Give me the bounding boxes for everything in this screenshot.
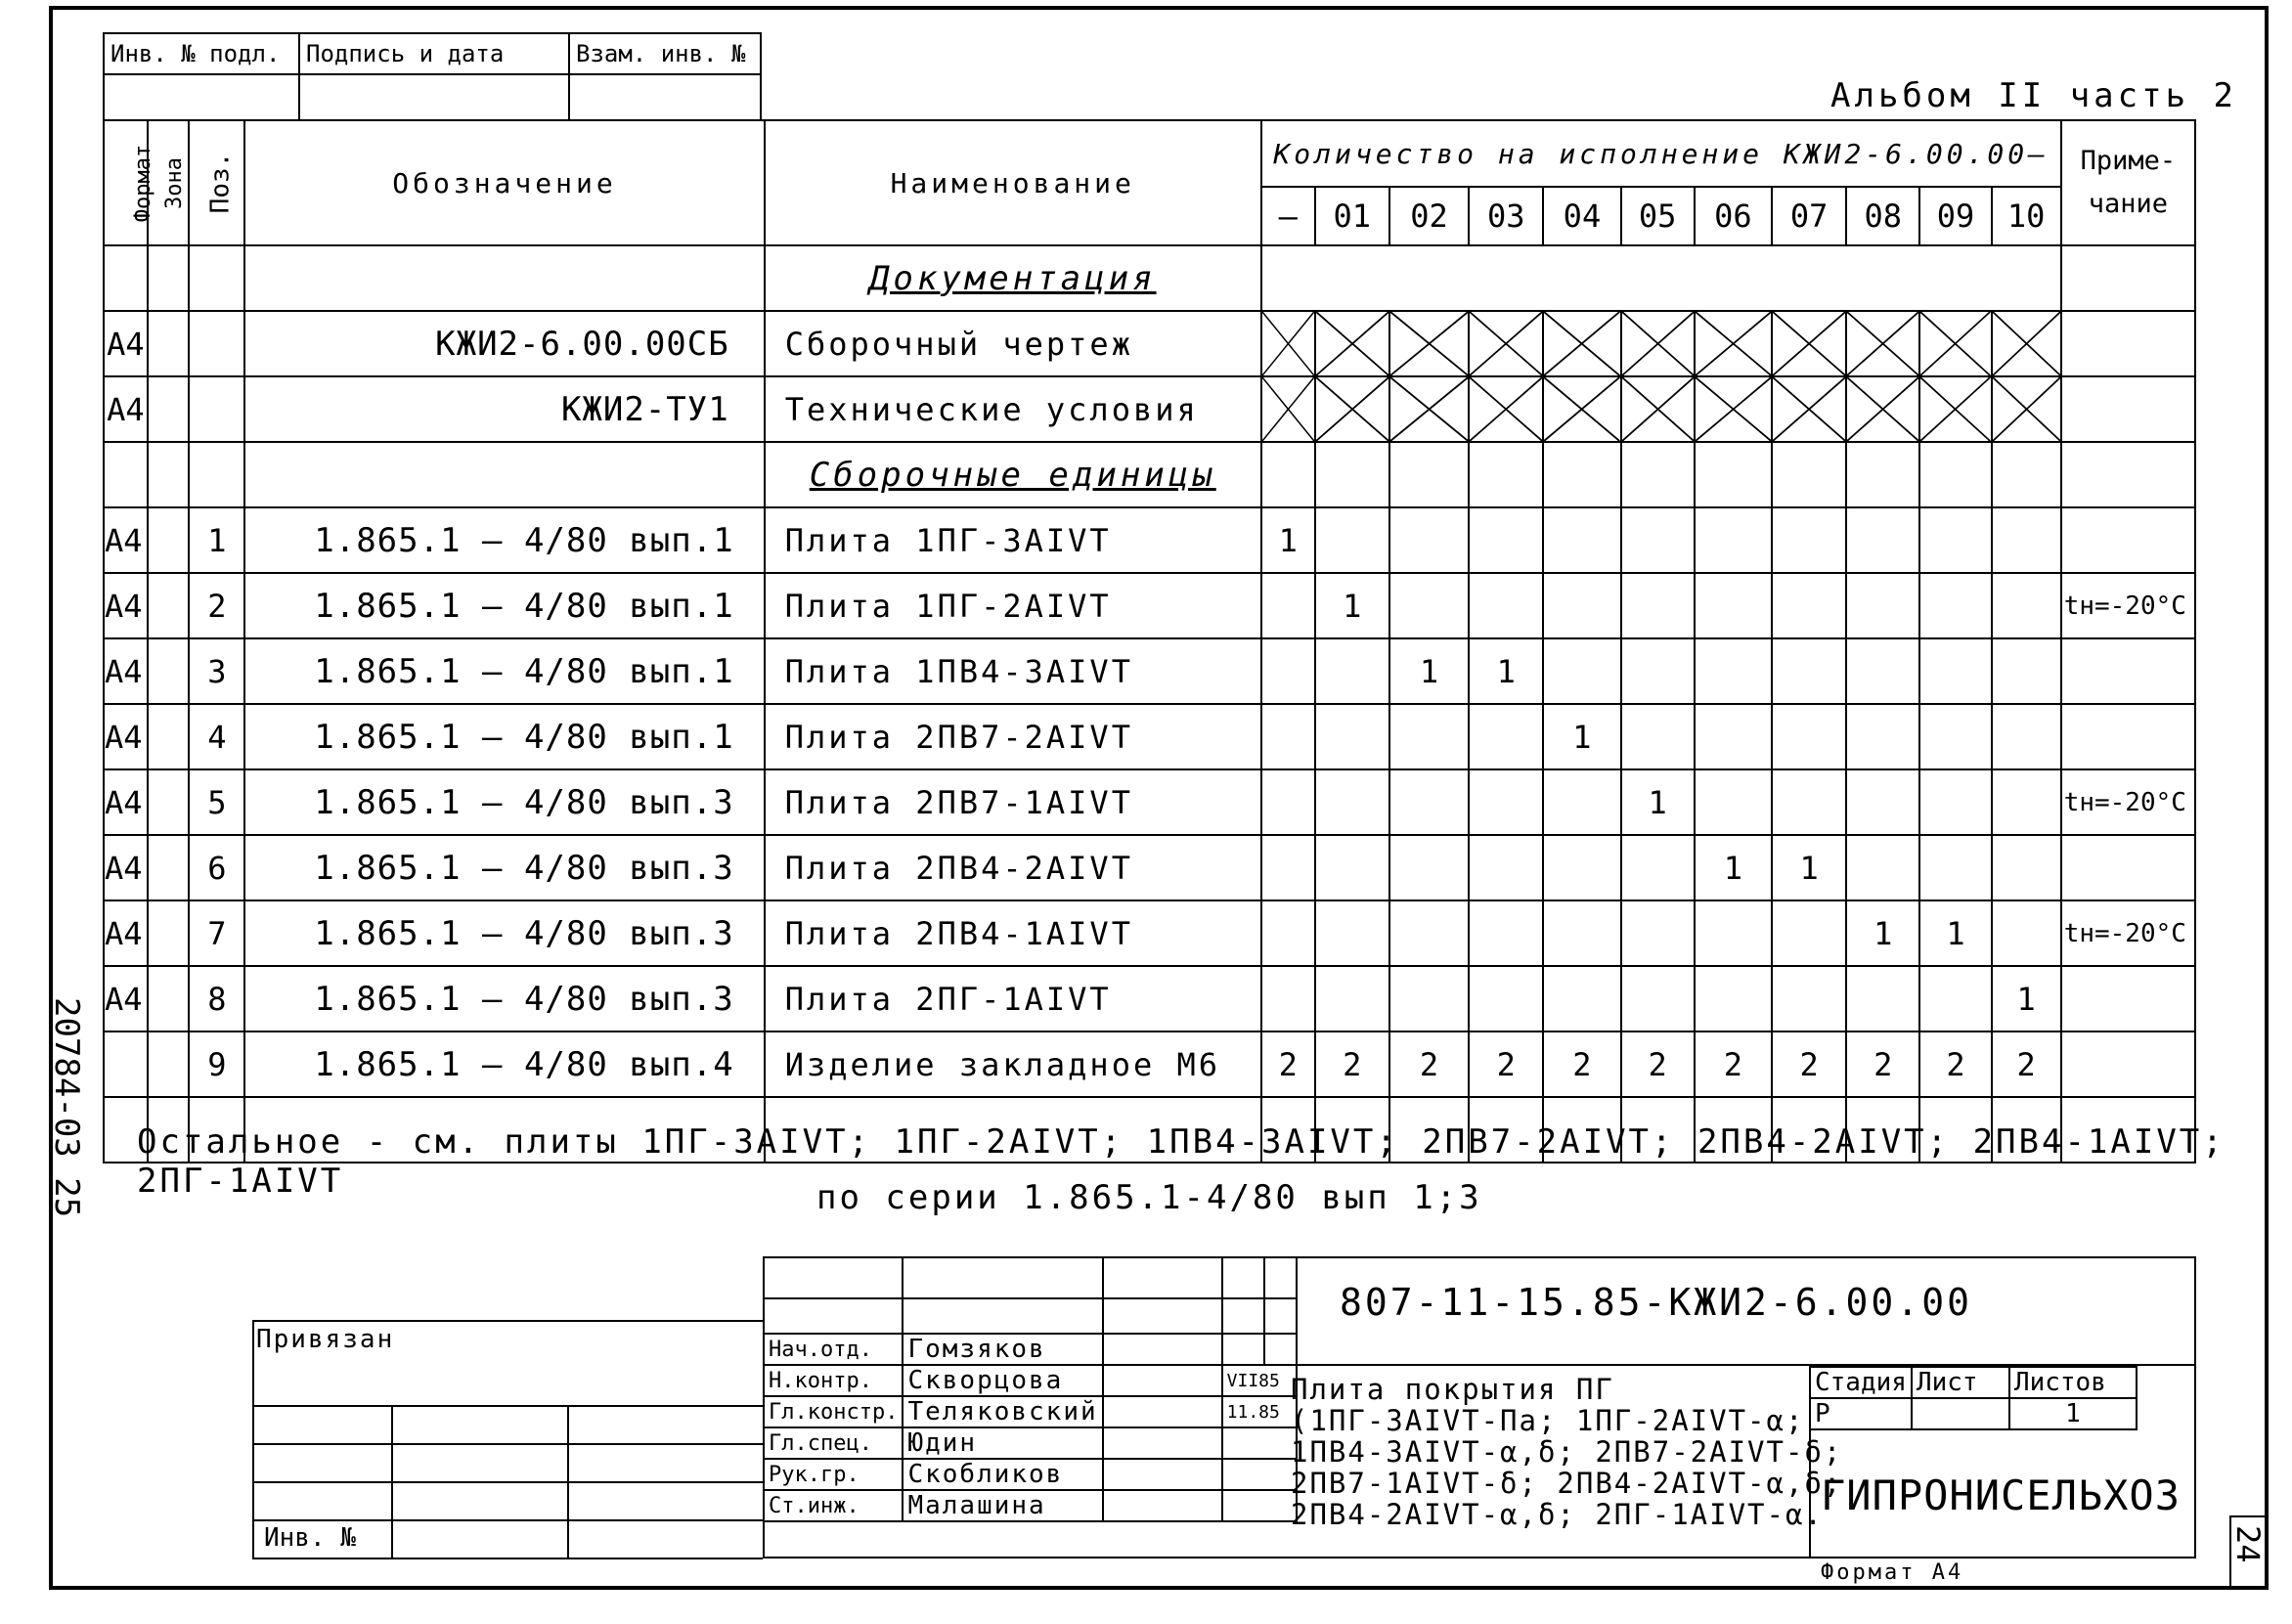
quantity-cell bbox=[1389, 704, 1469, 769]
quantity-cell bbox=[1315, 769, 1389, 835]
footer-note-line2: по серии 1.865.1-4/80 вып 1;3 bbox=[816, 1178, 1482, 1217]
quantity-cell bbox=[1846, 966, 1919, 1031]
format-cell: А4 bbox=[104, 376, 148, 442]
staff-date: 11.85 bbox=[1222, 1396, 1297, 1427]
format-cell: А4 bbox=[104, 573, 148, 638]
podpis-label: Подпись и дата bbox=[299, 33, 569, 74]
quantity-cell bbox=[1846, 769, 1919, 835]
privyazan-label: Привязан bbox=[256, 1325, 395, 1354]
crossed-cell bbox=[1543, 376, 1620, 442]
position-cell: 1 bbox=[189, 507, 244, 573]
qty-col-header: 03 bbox=[1469, 187, 1543, 245]
qty-col-header: 02 bbox=[1389, 187, 1469, 245]
name-cell: Плита 2ПВ4-1АIVТ bbox=[765, 900, 1261, 966]
staff-role: Нач.отд. bbox=[764, 1334, 903, 1365]
staff-row bbox=[764, 1396, 1297, 1427]
quantity-cell bbox=[1846, 507, 1919, 573]
designation-cell: КЖИ2-6.00.00СБ bbox=[244, 311, 764, 376]
quantity-cell bbox=[1543, 966, 1620, 1031]
quantity-cell bbox=[1543, 507, 1620, 573]
footer-note-line1: Остальное - см. плиты 1ПГ-3АIVТ; 1ПГ-2АIVТ; 1ПВ4-3АIVТ; 2ПВ7-2АIVТ; 2ПВ4-2АIVТ; 2ПВ4-1АIVТ; 2ПГ-1АIVТ bbox=[137, 1122, 2226, 1201]
quantity-cell bbox=[1846, 573, 1919, 638]
table-row bbox=[104, 900, 2195, 966]
quantity-cell bbox=[1389, 769, 1469, 835]
staff-signature bbox=[1103, 1396, 1222, 1427]
quantity-cell bbox=[1261, 900, 1315, 966]
quantity-cell bbox=[1695, 966, 1772, 1031]
quantity-cell bbox=[1621, 507, 1695, 573]
crossed-cell bbox=[1315, 311, 1389, 376]
zona-header: Зона bbox=[161, 156, 187, 209]
quantity-cell bbox=[1992, 638, 2061, 704]
qty-col-header: 07 bbox=[1772, 187, 1846, 245]
staff-name: Гомзяков bbox=[903, 1334, 1102, 1365]
staff-date: VII85 bbox=[1222, 1365, 1297, 1396]
staff-date bbox=[1222, 1490, 1297, 1521]
crossed-cell bbox=[1261, 376, 1315, 442]
position-cell: 7 bbox=[189, 900, 244, 966]
table-row bbox=[104, 966, 2195, 1031]
table-row bbox=[104, 704, 2195, 769]
staff-signature bbox=[1103, 1365, 1222, 1396]
quantity-cell bbox=[1389, 507, 1469, 573]
quantity-cell bbox=[1695, 900, 1772, 966]
quantity-cell bbox=[1389, 900, 1469, 966]
quantity-cell: 1 bbox=[1846, 900, 1919, 966]
designation-cell: 1.865.1 – 4/80 вып.3 bbox=[244, 900, 764, 966]
quantity-cell bbox=[1695, 704, 1772, 769]
qty-col-header: 09 bbox=[1919, 187, 1991, 245]
quantity-cell bbox=[1389, 573, 1469, 638]
staff-table bbox=[763, 1256, 1298, 1522]
table-row bbox=[104, 638, 2195, 704]
document-code: 807-11-15.85-КЖИ2-6.00.00 bbox=[1340, 1281, 1972, 1324]
quantity-cell bbox=[1469, 966, 1543, 1031]
quantity-cell bbox=[1621, 638, 1695, 704]
position-cell: 6 bbox=[189, 835, 244, 900]
crossed-cell bbox=[1543, 311, 1620, 376]
quantity-cell bbox=[1621, 966, 1695, 1031]
quantity-cell bbox=[1315, 638, 1389, 704]
format-cell: А4 bbox=[104, 769, 148, 835]
quantity-cell bbox=[1772, 966, 1846, 1031]
staff-name: Теляковский bbox=[903, 1396, 1102, 1427]
quantity-cell: 2 bbox=[1919, 1031, 1991, 1097]
crossed-cell bbox=[1695, 376, 1772, 442]
staff-name: Скобликов bbox=[903, 1459, 1102, 1490]
note-cell bbox=[2061, 966, 2195, 1031]
name-cell: Плита 1ПГ-3АIVТ bbox=[765, 507, 1261, 573]
designation-cell: 1.865.1 – 4/80 вып.3 bbox=[244, 835, 764, 900]
format-cell: А4 bbox=[104, 900, 148, 966]
position-cell: 8 bbox=[189, 966, 244, 1031]
inv-label: Инв. № bbox=[264, 1523, 356, 1553]
quantity-cell bbox=[1992, 835, 2061, 900]
staff-row bbox=[764, 1334, 1297, 1365]
quantity-cell bbox=[1261, 704, 1315, 769]
list-value bbox=[1912, 1398, 2009, 1429]
quantity-cell bbox=[1389, 835, 1469, 900]
crossed-cell bbox=[1389, 376, 1469, 442]
note-cell bbox=[2061, 638, 2195, 704]
side-left-label: 20784-03 25 bbox=[47, 997, 86, 1218]
quantity-cell bbox=[1919, 507, 1991, 573]
album-label: Альбом II часть 2 bbox=[1830, 76, 2237, 115]
note-cell bbox=[2061, 835, 2195, 900]
title-text bbox=[1291, 1374, 1842, 1530]
position-cell: 3 bbox=[189, 638, 244, 704]
quantity-cell bbox=[1469, 835, 1543, 900]
top-stamp bbox=[103, 32, 762, 121]
position-cell: 2 bbox=[189, 573, 244, 638]
quantity-cell: 1 bbox=[1992, 966, 2061, 1031]
crossed-cell bbox=[1469, 376, 1543, 442]
name-cell: Технические условия bbox=[765, 376, 1261, 442]
quantity-cell bbox=[1772, 704, 1846, 769]
quantity-cell bbox=[1695, 573, 1772, 638]
poz-header: Поз. bbox=[205, 152, 236, 214]
quantity-cell: 1 bbox=[1315, 573, 1389, 638]
crossed-cell bbox=[1919, 376, 1991, 442]
quantity-cell bbox=[1469, 900, 1543, 966]
quantity-cell: 2 bbox=[1772, 1031, 1846, 1097]
title-line-5: 2ПВ4-2АIVТ-α,δ; 2ПГ-1АIVТ-α. bbox=[1291, 1498, 1824, 1531]
inv-podl-label: Инв. № подл. bbox=[104, 33, 299, 74]
quantity-cell bbox=[1543, 900, 1620, 966]
qty-col-header: – bbox=[1261, 187, 1315, 245]
staff-row bbox=[764, 1490, 1297, 1521]
quantity-cell bbox=[1846, 835, 1919, 900]
quantity-cell bbox=[1261, 966, 1315, 1031]
format-cell: А4 bbox=[104, 704, 148, 769]
name-cell: Плита 2ПВ7-1АIVТ bbox=[765, 769, 1261, 835]
quantity-cell: 2 bbox=[1992, 1031, 2061, 1097]
vzam-label: Взам. инв. № bbox=[569, 33, 761, 74]
staff-date bbox=[1222, 1427, 1297, 1459]
quantity-cell bbox=[1315, 900, 1389, 966]
quantity-cell bbox=[1315, 704, 1389, 769]
format-cell: А4 bbox=[104, 507, 148, 573]
staff-name: Скворцова bbox=[903, 1365, 1102, 1396]
crossed-cell bbox=[1621, 376, 1695, 442]
title-line-2: (1ПГ-3АIVТ-Па; 1ПГ-2АIVТ-α; bbox=[1291, 1404, 1805, 1437]
crossed-cell bbox=[1469, 311, 1543, 376]
quantity-cell bbox=[1543, 573, 1620, 638]
table-row bbox=[104, 769, 2195, 835]
naimenovanie-header: Наименование bbox=[765, 120, 1261, 245]
quantity-cell: 2 bbox=[1846, 1031, 1919, 1097]
position-cell: 9 bbox=[189, 1031, 244, 1097]
crossed-cell bbox=[1389, 311, 1469, 376]
title-line-3: 1ПВ4-3АIVТ-α,δ; 2ПВ7-2АIVТ-δ; bbox=[1291, 1435, 1843, 1469]
quantity-cell bbox=[1469, 769, 1543, 835]
staff-role: Гл.констр. bbox=[764, 1396, 903, 1427]
listov-label: Листов bbox=[2009, 1367, 2137, 1398]
specification-table bbox=[103, 119, 2196, 1163]
crossed-cell bbox=[1992, 376, 2061, 442]
quantity-cell bbox=[1469, 507, 1543, 573]
quantity-cell bbox=[1543, 835, 1620, 900]
quantity-cell: 1 bbox=[1919, 900, 1991, 966]
quantity-cell: 1 bbox=[1261, 507, 1315, 573]
table-row bbox=[104, 835, 2195, 900]
staff-signature bbox=[1103, 1459, 1222, 1490]
crossed-cell bbox=[1846, 311, 1919, 376]
quantity-cell bbox=[1772, 638, 1846, 704]
staff-date bbox=[1222, 1459, 1297, 1490]
staff-role: Ст.инж. bbox=[764, 1490, 903, 1521]
quantity-cell bbox=[1772, 769, 1846, 835]
designation-cell: 1.865.1 – 4/80 вып.1 bbox=[244, 704, 764, 769]
primechanie-header: Приме-чание bbox=[2061, 120, 2195, 245]
sheet-number: 24 bbox=[2229, 1525, 2267, 1563]
qty-col-header: 04 bbox=[1543, 187, 1620, 245]
quantity-cell bbox=[1772, 573, 1846, 638]
designation-cell: 1.865.1 – 4/80 вып.4 bbox=[244, 1031, 764, 1097]
quantity-cell bbox=[1772, 507, 1846, 573]
quantity-cell bbox=[1695, 769, 1772, 835]
quantity-cell bbox=[1992, 507, 2061, 573]
quantity-cell bbox=[1992, 900, 2061, 966]
staff-date bbox=[1222, 1334, 1297, 1365]
quantity-cell bbox=[1695, 638, 1772, 704]
title-line-4: 2ПВ7-1АIVТ-δ; 2ПВ4-2АIVТ-α,δ; bbox=[1291, 1467, 1843, 1500]
quantity-cell bbox=[1315, 966, 1389, 1031]
quantity-cell bbox=[1919, 966, 1991, 1031]
quantity-cell: 2 bbox=[1543, 1031, 1620, 1097]
quantity-cell: 2 bbox=[1621, 1031, 1695, 1097]
designation-cell: 1.865.1 – 4/80 вып.1 bbox=[244, 507, 764, 573]
format-header: Формат bbox=[131, 144, 156, 222]
quantity-cell: 1 bbox=[1543, 704, 1620, 769]
designation-cell: 1.865.1 – 4/80 вып.1 bbox=[244, 573, 764, 638]
quantity-cell bbox=[1992, 704, 2061, 769]
oboznachenie-header: Обозначение bbox=[244, 120, 764, 245]
staff-role: Рук.гр. bbox=[764, 1459, 903, 1490]
section-documentation: Документация bbox=[765, 245, 1261, 311]
note-cell: tн=-20°С bbox=[2061, 900, 2195, 966]
list-label: Лист bbox=[1912, 1367, 2009, 1398]
quantity-cell bbox=[1621, 835, 1695, 900]
staff-signature bbox=[1103, 1334, 1222, 1365]
note-cell bbox=[2061, 1031, 2195, 1097]
qty-col-header: 08 bbox=[1846, 187, 1919, 245]
quantity-cell bbox=[1469, 573, 1543, 638]
quantity-cell: 2 bbox=[1469, 1031, 1543, 1097]
quantity-cell bbox=[1621, 704, 1695, 769]
section-assembly-units: Сборочные единицы bbox=[765, 442, 1261, 507]
staff-row bbox=[764, 1427, 1297, 1459]
table-row bbox=[104, 573, 2195, 638]
quantity-cell bbox=[1621, 900, 1695, 966]
quantity-cell bbox=[1919, 769, 1991, 835]
name-cell: Изделие закладное М6 bbox=[765, 1031, 1261, 1097]
quantity-cell bbox=[1261, 573, 1315, 638]
table-row bbox=[104, 1031, 2195, 1097]
quantity-cell bbox=[1261, 638, 1315, 704]
position-cell: 4 bbox=[189, 704, 244, 769]
designation-cell: 1.865.1 – 4/80 вып.1 bbox=[244, 638, 764, 704]
format-cell: А4 bbox=[104, 835, 148, 900]
stage-table bbox=[1809, 1366, 2138, 1430]
quantity-cell bbox=[1261, 769, 1315, 835]
quantity-cell bbox=[1846, 704, 1919, 769]
position-cell: 5 bbox=[189, 769, 244, 835]
name-cell: Плита 2ПВ4-2АIVТ bbox=[765, 835, 1261, 900]
name-cell: Плита 1ПВ4-3АIVТ bbox=[765, 638, 1261, 704]
designation-cell: 1.865.1 – 4/80 вып.3 bbox=[244, 966, 764, 1031]
crossed-cell bbox=[1772, 376, 1846, 442]
quantity-cell bbox=[1543, 769, 1620, 835]
staff-signature bbox=[1103, 1427, 1222, 1459]
quantity-cell: 2 bbox=[1261, 1031, 1315, 1097]
quantity-cell: 2 bbox=[1695, 1031, 1772, 1097]
organization: ГИПРОНИСЕЛЬХОЗ bbox=[1821, 1471, 2182, 1519]
quantity-cell bbox=[1315, 507, 1389, 573]
quantity-cell bbox=[1772, 900, 1846, 966]
quantity-cell bbox=[1315, 835, 1389, 900]
qty-col-header: 10 bbox=[1992, 187, 2061, 245]
name-cell: Сборочный чертеж bbox=[765, 311, 1261, 376]
quantity-cell bbox=[1919, 835, 1991, 900]
staff-row bbox=[764, 1365, 1297, 1396]
staff-role: Гл.спец. bbox=[764, 1427, 903, 1459]
crossed-cell bbox=[1261, 311, 1315, 376]
qty-col-header: 05 bbox=[1621, 187, 1695, 245]
format-label: Формат А4 bbox=[1821, 1560, 1964, 1585]
name-cell: Плита 2ПГ-1АIVТ bbox=[765, 966, 1261, 1031]
note-cell: tн=-20°С bbox=[2061, 573, 2195, 638]
title-line-1: Плита покрытия ПГ bbox=[1291, 1373, 1614, 1406]
staff-name: Малашина bbox=[903, 1490, 1102, 1521]
quantity-cell: 1 bbox=[1469, 638, 1543, 704]
designation-cell: 1.865.1 – 4/80 вып.3 bbox=[244, 769, 764, 835]
quantity-cell: 1 bbox=[1772, 835, 1846, 900]
crossed-cell bbox=[1621, 311, 1695, 376]
table-row bbox=[104, 507, 2195, 573]
designation-cell: КЖИ2-ТУ1 bbox=[244, 376, 764, 442]
staff-signature bbox=[1103, 1490, 1222, 1521]
crossed-cell bbox=[1772, 311, 1846, 376]
quantity-cell bbox=[1543, 638, 1620, 704]
quantity-cell: 1 bbox=[1389, 638, 1469, 704]
format-cell: А4 bbox=[104, 311, 148, 376]
stadia-label: Стадия bbox=[1810, 1367, 1912, 1398]
quantity-cell bbox=[1261, 835, 1315, 900]
quantity-cell bbox=[1469, 704, 1543, 769]
crossed-cell bbox=[1846, 376, 1919, 442]
name-cell: Плита 1ПГ-2АIVТ bbox=[765, 573, 1261, 638]
format-cell bbox=[104, 1031, 148, 1097]
staff-row bbox=[764, 1459, 1297, 1490]
note-cell bbox=[2061, 507, 2195, 573]
stadia-value: Р bbox=[1810, 1398, 1912, 1429]
quantity-cell bbox=[1621, 573, 1695, 638]
quantity-cell bbox=[1992, 769, 2061, 835]
quantity-cell bbox=[1695, 507, 1772, 573]
kolichestvo-header: Количество на исполнение КЖИ2-6.00.00– bbox=[1261, 120, 2061, 187]
qty-col-header: 01 bbox=[1315, 187, 1389, 245]
note-cell: tн=-20°С bbox=[2061, 769, 2195, 835]
crossed-cell bbox=[1695, 311, 1772, 376]
quantity-cell: 2 bbox=[1315, 1031, 1389, 1097]
quantity-cell: 1 bbox=[1695, 835, 1772, 900]
staff-name: Юдин bbox=[903, 1427, 1102, 1459]
qty-col-header: 06 bbox=[1695, 187, 1772, 245]
crossed-cell bbox=[1992, 311, 2061, 376]
quantity-cell bbox=[1919, 573, 1991, 638]
crossed-cell bbox=[1919, 311, 1991, 376]
crossed-cell bbox=[1315, 376, 1389, 442]
quantity-cell: 2 bbox=[1389, 1031, 1469, 1097]
name-cell: Плита 2ПВ7-2АIVТ bbox=[765, 704, 1261, 769]
quantity-cell bbox=[1992, 573, 2061, 638]
format-cell: А4 bbox=[104, 966, 148, 1031]
quantity-cell bbox=[1389, 966, 1469, 1031]
quantity-cell: 1 bbox=[1621, 769, 1695, 835]
format-cell: А4 bbox=[104, 638, 148, 704]
quantity-cell bbox=[1846, 638, 1919, 704]
quantity-cell bbox=[1919, 704, 1991, 769]
listov-value: 1 bbox=[2009, 1398, 2137, 1429]
staff-role: Н.контр. bbox=[764, 1365, 903, 1396]
quantity-cell bbox=[1919, 638, 1991, 704]
note-cell bbox=[2061, 704, 2195, 769]
